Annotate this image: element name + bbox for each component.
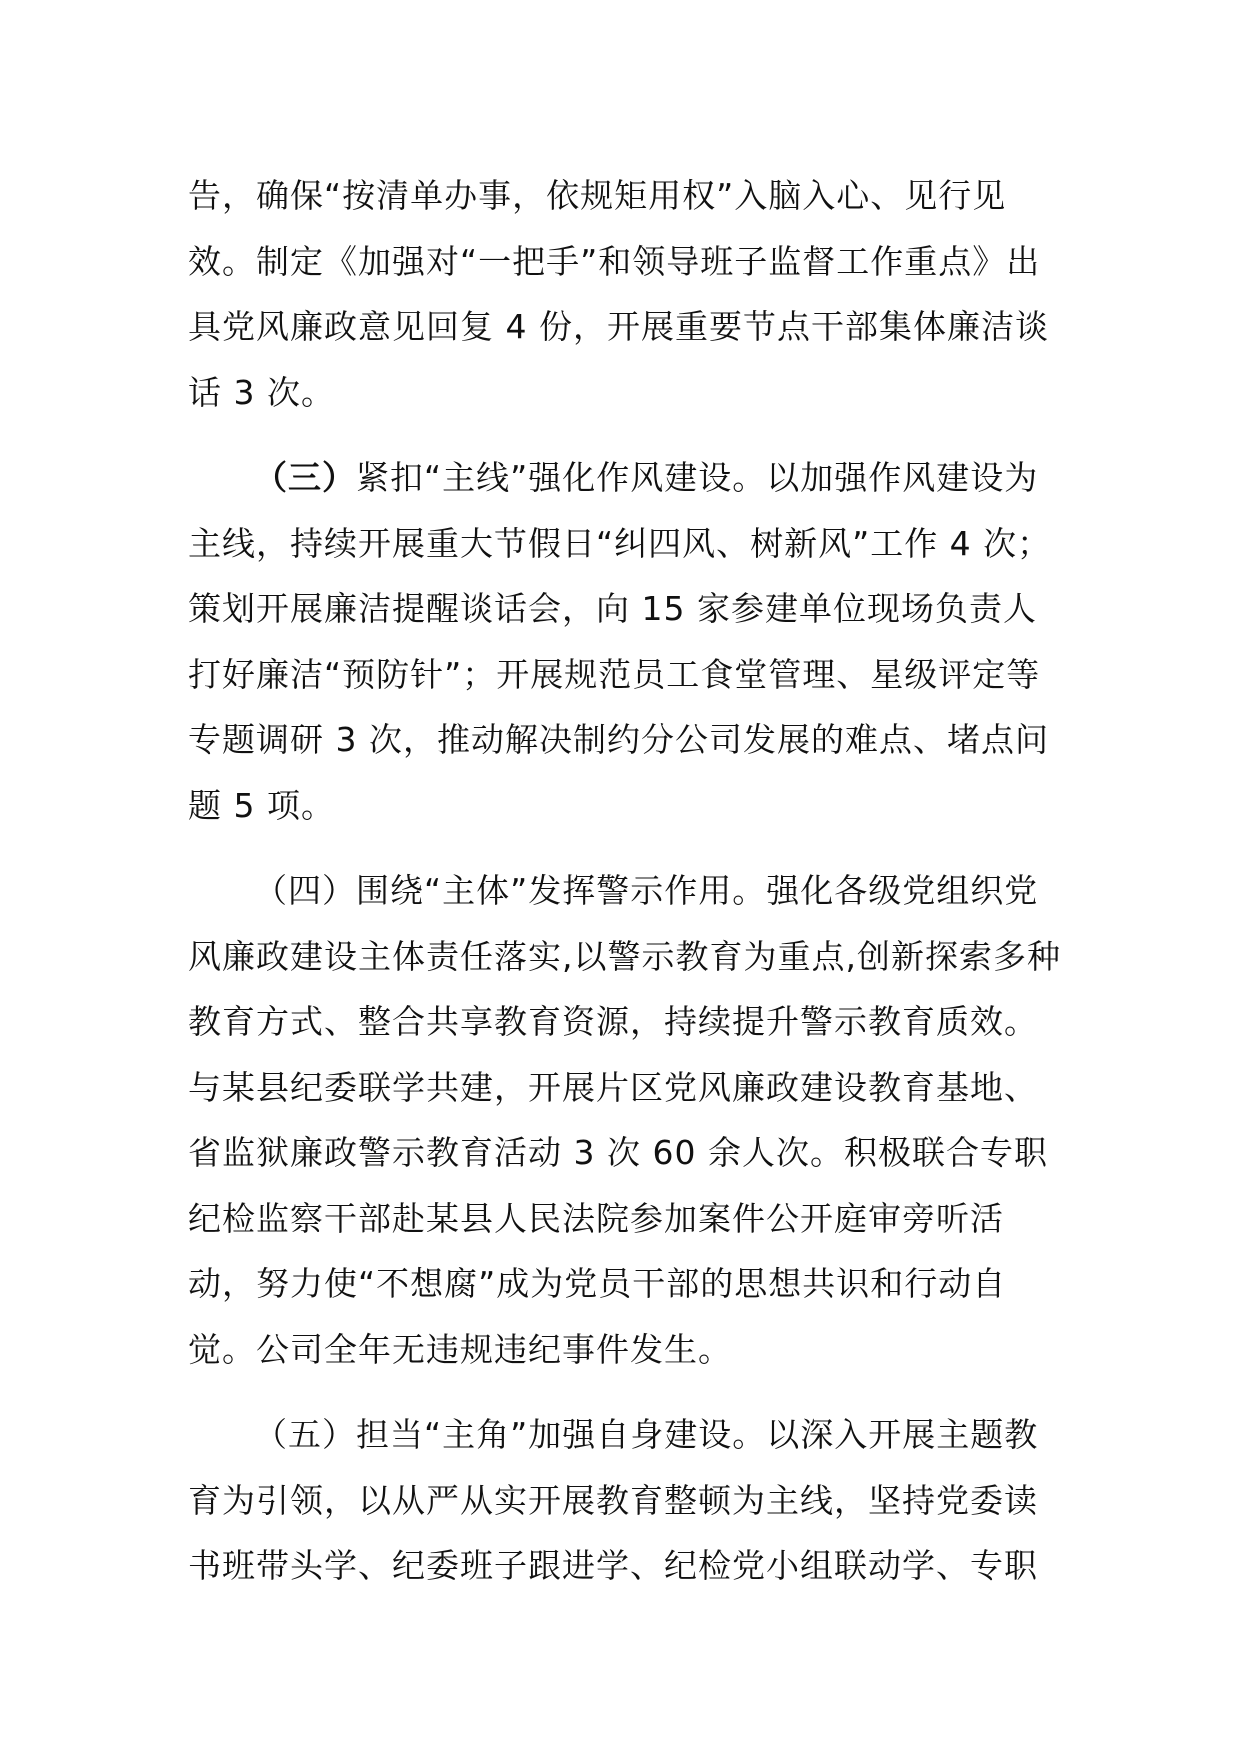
- paragraph-3-text: （四）围绕“主体”发挥警示作用。强化各级党组织党风廉政建设主体责任落实,以警示教育为重点,创新探索多种教育方式、整合共享教育资源，持续提升警示教育质效。与某县纪委联学共建，开展片区党风廉政建设教育基地、省监狱廉政警示教育活动 3 次 60 余人次。积极联合专职纪检监察干部赴某县人民法院参加案件公开庭审旁听活动，努力使“不想腐”成为党员干部的思想共识和行动自觉。公司全年无违规违纪事件发生。: [188, 871, 1061, 1369]
- paragraph-1-text: 告，确保“按清单办事，依规矩用权”入脑入心、见行见效。制定《加强对“一把手”和领导班子监督工作重点》出具党风廉政意见回复 4 份，开展重要节点干部集体廉洁谈话 3 次。: [188, 176, 1049, 412]
- paragraph-4: [188, 1402, 1068, 1599]
- paragraph-3: [188, 858, 1068, 1382]
- paragraph-2: [188, 445, 1068, 838]
- document-body: [188, 163, 1068, 1599]
- paragraph-4-text: （五）担当“主角”加强自身建设。以深入开展主题教育为引领，以从严从实开展教育整顿为主线，坚持党委读书班带头学、纪委班子跟进学、纪检党小组联动学、专职: [188, 1415, 1039, 1585]
- paragraph-1: [188, 163, 1068, 425]
- paragraph-2-text: 紧扣“主线”强化作风建设。以加强作风建设为主线，持续开展重大节假日“纠四风、树新风”工作 4 次；策划开展廉洁提醒谈话会，向 15 家参建单位现场负责人打好廉洁“预防针”；开展规范员工食堂管理、星级评定等专题调研 3 次，推动解决制约分公司发展的难点、堵点问题 5 项。: [188, 458, 1052, 825]
- paragraph-2-heading-number: （三）: [254, 458, 356, 497]
